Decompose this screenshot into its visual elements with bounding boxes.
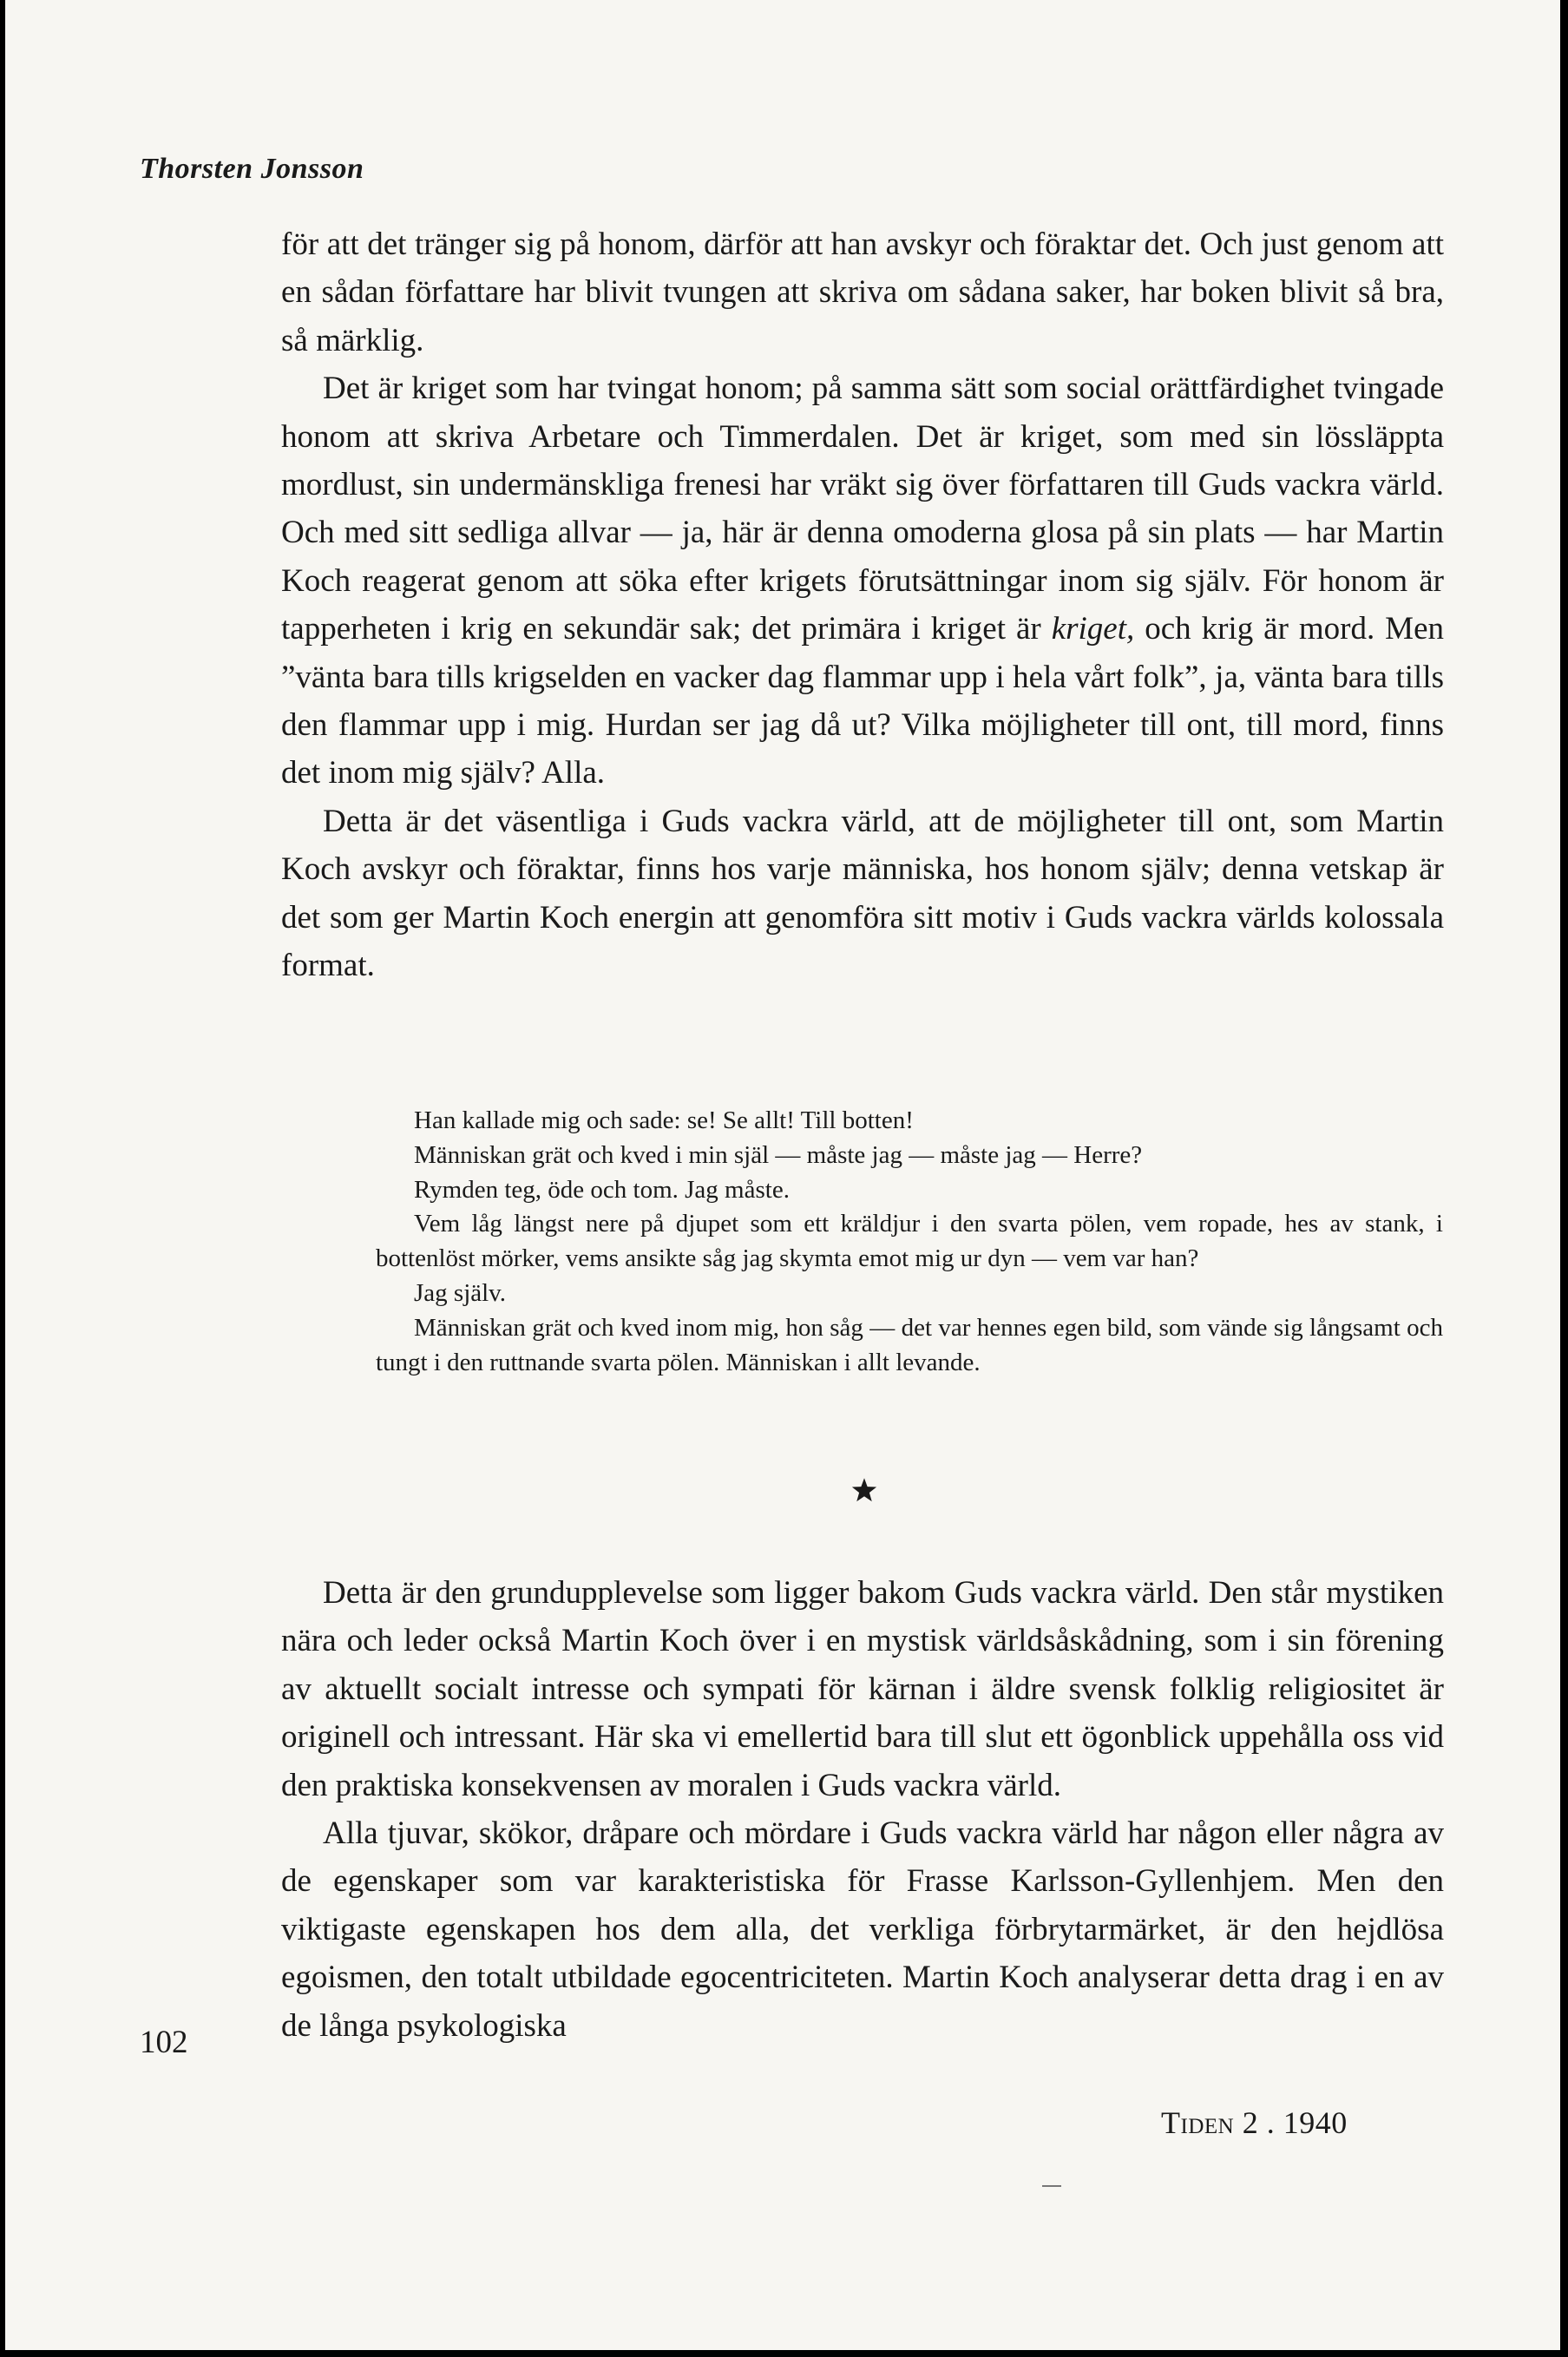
journal-footer — [1161, 2104, 1348, 2141]
emphasis-kriget: kriget, — [1051, 611, 1135, 647]
journal-name: Tiden — [1161, 2105, 1235, 2140]
paragraph: för att det tränger sig på honom, därför att han avskyr och föraktar det. Och just genom att en sådan författare har blivit tvungen att skriva om sådana saker, har boken blivit så bra, så märklig. — [281, 227, 1444, 358]
paragraph: Detta är den grundupplevelse som ligger bakom Guds vackra värld. Den står mystiken nära och leder också Martin Koch över i en mystisk världsåskådning, som i sin förening av aktuellt socialt intresse och sympati för kärnan i äldre svensk folklig religiositet är originell och intressant. Här ska vi emellertid bara till slut ett ögonblick uppehålla oss vid den praktiska konsekvensen av moralen i Guds vackra värld. — [281, 1575, 1444, 1803]
paragraph: Alla tjuvar, skökor, dråpare och mördare i Guds vackra värld har någon eller några av de egenskaper som var karakteristiska för Frasse Karlsson-Gyllenhjem. Men den viktigaste egenskapen hos dem alla, det verkliga förbrytarmärket, är den hejdlösa egoismen, den totalt utbildade egocentriciteten. Martin Koch analyserar detta drag i en av de långa psykologiska — [281, 1815, 1444, 2044]
quote-line: Vem låg längst nere på djupet som ett kräldjur i den svarta pölen, vem ropade, hes av stank, i bottenlöst mörker, vems ansikte såg jag skymta emot mig ur dyn — vem var han? — [376, 1210, 1443, 1273]
quote-line: Jag själv. — [414, 1278, 507, 1307]
quote-line: Människan grät och kved i min själ — måste jag — måste jag — Herre? — [414, 1140, 1143, 1169]
journal-issue: 2 . 1940 — [1242, 2105, 1348, 2140]
quote-line: Människan grät och kved inom mig, hon såg — det var hennes egen bild, som vände sig långsamt och tungt i den ruttnande svarta pölen. Människan i allt levande. — [376, 1313, 1443, 1376]
running-head-author: Thorsten Jonsson — [140, 153, 364, 185]
body-text-top — [281, 220, 1444, 990]
printer-mark — [1042, 2185, 1061, 2187]
page-number: 102 — [140, 2025, 188, 2060]
quote-line: Rymden teg, öde och tom. Jag måste. — [414, 1175, 790, 1204]
paragraph — [281, 364, 1444, 798]
page — [5, 0, 1560, 2350]
body-text-bottom — [281, 1569, 1444, 2050]
paragraph-text-continued: och krig är mord. Men ”vänta bara tills krigselden en vacker dag flammar upp i hela vårt folk”, ja, vänta bara tills den flammar upp i mig. Hurdan ser jag då ut? Vilka möjligheter till ont, till mord, finns det inom mig själv? Alla. — [281, 611, 1444, 791]
paragraph: Detta är det väsentliga i Guds vackra värld, att de möjligheter till ont, som Martin Koch avskyr och föraktar, finns hos varje människa, hos honom själv; denna vetskap är det som ger Martin Koch energin att genomföra sitt motiv i Guds vackra världs kolossala format. — [281, 803, 1444, 984]
quote-line: Han kallade mig och sade: se! Se allt! Till botten! — [414, 1106, 914, 1134]
block-quote — [376, 1104, 1443, 1380]
star-separator-icon — [851, 1477, 877, 1503]
paragraph-text: Det är kriget som har tvingat honom; på samma sätt som social orättfärdighet tvingade honom att skriva Arbetare och Timmerdalen. Det är kriget, som med sin lössläppta mordlust, sin undermänskliga frenesi har vräkt sig över författaren till Guds vackra värld. Och med sitt sedliga allvar — ja, här är denna omoderna glosa på sin plats — har Martin Koch reagerat genom att söka efter krigets förutsättningar inom sig själv. För honom är tapperheten i krig en sekundär sak; det primära i kriget är — [281, 371, 1444, 647]
